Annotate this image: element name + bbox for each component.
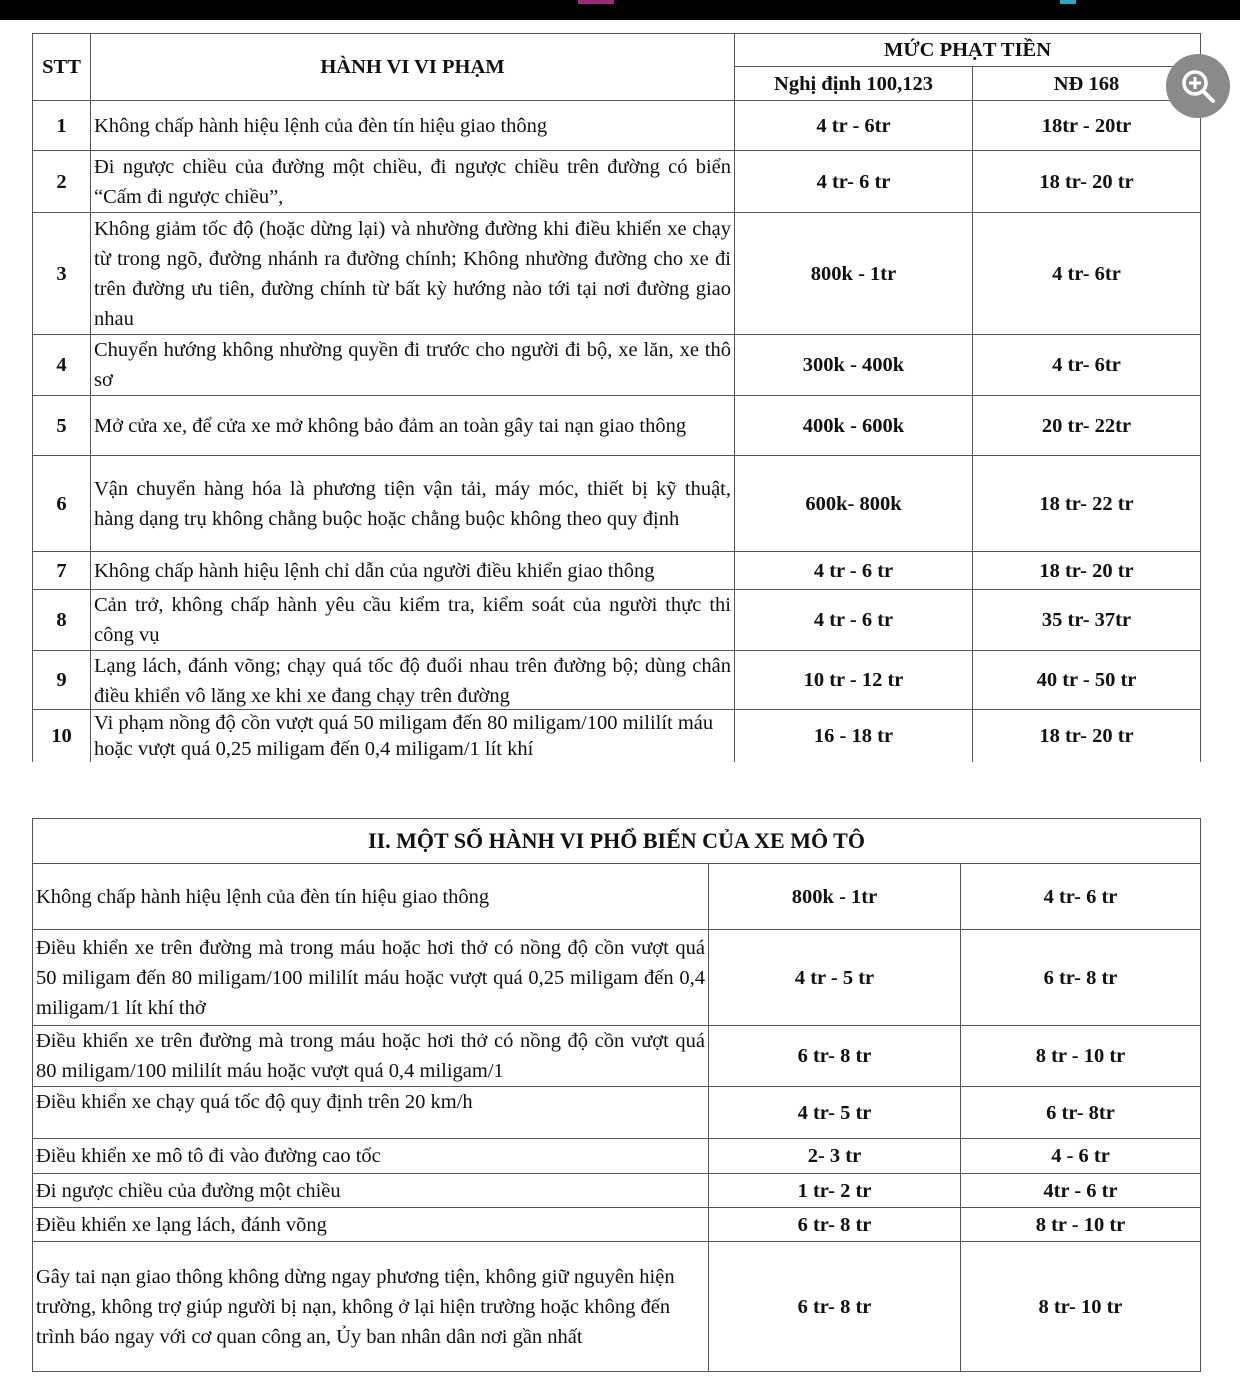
- fine-new: 4 tr- 6tr: [973, 335, 1201, 396]
- fine-new: 40 tr - 50 tr: [973, 651, 1201, 710]
- fine-new: 18 tr- 20 tr: [973, 710, 1201, 763]
- fine-old: 6 tr- 8 tr: [709, 1242, 961, 1372]
- violation-text: Đi ngược chiều của đường một chiều, đi ngược chiều trên đường có biển “Cấm đi ngược chiều”,: [91, 151, 735, 213]
- fine-new: 18 tr- 20 tr: [973, 151, 1201, 213]
- violation-text: Không giảm tốc độ (hoặc dừng lại) và nhường đường khi điều khiển xe chạy từ trong ngõ, đường nhánh ra đường chính; Không nhường đường cho xe đi trên đường ưu tiên, đường chính từ bất kỳ hướng nào tới tại nơi đường giao nhau: [91, 213, 735, 335]
- violation-cell: [33, 1026, 709, 1087]
- row-number: 8: [33, 590, 91, 651]
- fine-old: 4 tr - 6tr: [735, 101, 973, 151]
- table-row: [33, 1087, 1201, 1139]
- fine-old: 16 - 18 tr: [735, 710, 973, 763]
- table-row: [33, 864, 1201, 930]
- violation-text: Điều khiển xe chạy quá tốc độ quy định trên 20 km/h: [33, 1087, 709, 1139]
- violation-text: Đi ngược chiều của đường một chiều: [33, 1174, 709, 1208]
- table-header-row: [33, 34, 1201, 67]
- violation-text: Không chấp hành hiệu lệnh của đèn tín hiệu giao thông: [33, 864, 709, 930]
- table-row: [33, 151, 1201, 213]
- fine-new: 4tr - 6 tr: [961, 1174, 1201, 1208]
- fine-new: 8 tr - 10 tr: [961, 1026, 1201, 1087]
- violation-text: Vi phạm nồng độ cồn vượt quá 50 miligam đến 80 miligam/100 mililít máu hoặc vượt quá 0,25 miligam đến 0,4 miligam/1 lít khí: [94, 712, 714, 760]
- fine-new: 8 tr- 10 tr: [961, 1242, 1201, 1372]
- table-row: [33, 930, 1201, 1026]
- table-row: [33, 456, 1201, 552]
- header-decree-100-123: Nghị định 100,123: [735, 67, 973, 101]
- table-row: [33, 1026, 1201, 1087]
- violation-cell: [91, 710, 735, 763]
- violation-text: Lạng lách, đánh võng; chạy quá tốc độ đuổi nhau trên đường bộ; dùng chân điều khiển vô lăng xe khi xe đang chạy trên đường: [94, 655, 731, 707]
- violation-text: Mở cửa xe, để cửa xe mở không bảo đảm an toàn gây tai nạn giao thông: [91, 396, 735, 456]
- top-bar: [0, 0, 1240, 20]
- violation-text: Chuyển hướng không nhường quyền đi trước cho người đi bộ, xe lăn, xe thô sơ: [91, 335, 735, 396]
- violation-text: Gây tai nạn giao thông không dừng ngay phương tiện, không giữ nguyên hiện trường, không trợ giúp người bị nạn, không ở lại hiện trường hoặc không đến trình báo ngay với cơ quan công an, Ủy ban nhân dân nơi gần nhất: [33, 1242, 709, 1372]
- violation-text: Điều khiển xe trên đường mà trong máu hoặc hơi thở có nồng độ cồn vượt quá 80 miligam/100 mililít máu hoặc vượt quá 0,4 miligam/1: [36, 1030, 705, 1082]
- row-number: 7: [33, 552, 91, 590]
- row-number: 5: [33, 396, 91, 456]
- row-number: 10: [33, 710, 91, 763]
- section-title: II. MỘT SỐ HÀNH VI PHỔ BIẾN CỦA XE MÔ TÔ: [33, 819, 1201, 864]
- fine-old: 400k - 600k: [735, 396, 973, 456]
- fine-old: 2- 3 tr: [709, 1139, 961, 1174]
- fine-old: 800k - 1tr: [735, 213, 973, 335]
- table-row: [33, 1208, 1201, 1242]
- fine-old: 4 tr - 5 tr: [709, 930, 961, 1026]
- fine-old: 6 tr- 8 tr: [709, 1026, 961, 1087]
- violation-text: Không chấp hành hiệu lệnh của đèn tín hiệu giao thông: [91, 101, 735, 151]
- fine-old: 4 tr - 6 tr: [735, 590, 973, 651]
- fine-old: 10 tr - 12 tr: [735, 651, 973, 710]
- row-number: 9: [33, 651, 91, 710]
- table-row: [33, 101, 1201, 151]
- table-row: [33, 213, 1201, 335]
- table-row: [33, 590, 1201, 651]
- table-row: [33, 1139, 1201, 1174]
- fine-new: 35 tr- 37tr: [973, 590, 1201, 651]
- table-row: [33, 396, 1201, 456]
- fine-old: 4 tr- 5 tr: [709, 1087, 961, 1139]
- row-number: 1: [33, 101, 91, 151]
- table-row: [33, 710, 1201, 763]
- section-title-row: [33, 819, 1201, 864]
- top-bar-marker: [1060, 0, 1076, 4]
- row-number: 4: [33, 335, 91, 396]
- zoom-in-icon: [1180, 68, 1216, 104]
- fine-new: 8 tr - 10 tr: [961, 1208, 1201, 1242]
- violation-text: Không chấp hành hiệu lệnh chỉ dẫn của người điều khiển giao thông: [91, 552, 735, 590]
- violation-text: Điều khiển xe lạng lách, đánh võng: [33, 1208, 709, 1242]
- fine-new: 4 tr- 6 tr: [961, 864, 1201, 930]
- fine-old: 1 tr- 2 tr: [709, 1174, 961, 1208]
- violation-text: Vận chuyển hàng hóa là phương tiện vận tải, máy móc, thiết bị kỹ thuật, hàng dạng trụ không chằng buộc hoặc chằng buộc không theo quy định: [91, 456, 735, 552]
- fine-old: 600k- 800k: [735, 456, 973, 552]
- fine-old: 4 tr - 6 tr: [735, 552, 973, 590]
- violation-text: Điều khiển xe mô tô đi vào đường cao tốc: [33, 1139, 709, 1174]
- fine-new: 4 tr- 6tr: [973, 213, 1201, 335]
- fine-new: 4 - 6 tr: [961, 1139, 1201, 1174]
- table-row: [33, 651, 1201, 710]
- header-decree-168: NĐ 168: [973, 67, 1201, 101]
- row-number: 2: [33, 151, 91, 213]
- table-row: [33, 552, 1201, 590]
- violation-cell: [91, 651, 735, 710]
- violation-text: Điều khiển xe trên đường mà trong máu hoặc hơi thở có nồng độ cồn vượt quá 50 miligam đến 80 miligam/100 mililít máu hoặc vượt quá 0,25 miligam đến 0,4 miligam/1 lít khí thở: [33, 930, 709, 1026]
- fine-new: 20 tr- 22tr: [973, 396, 1201, 456]
- top-bar-marker: [578, 0, 614, 4]
- motorbike-fines-table: [32, 818, 1201, 1372]
- row-number: 3: [33, 213, 91, 335]
- header-behavior: HÀNH VI VI PHẠM: [91, 34, 735, 101]
- violation-text: Cản trở, không chấp hành yêu cầu kiểm tra, kiểm soát của người thực thi công vụ: [91, 590, 735, 651]
- fine-old: 800k - 1tr: [709, 864, 961, 930]
- fine-new: 6 tr- 8tr: [961, 1087, 1201, 1139]
- zoom-in-button[interactable]: [1166, 54, 1230, 118]
- fines-table: [32, 33, 1201, 762]
- fine-new: 18 tr- 22 tr: [973, 456, 1201, 552]
- fine-old: 4 tr- 6 tr: [735, 151, 973, 213]
- table-row: [33, 1174, 1201, 1208]
- fine-old: 300k - 400k: [735, 335, 973, 396]
- fine-new: 18tr - 20tr: [973, 101, 1201, 151]
- row-number: 6: [33, 456, 91, 552]
- fine-new: 18 tr- 20 tr: [973, 552, 1201, 590]
- fine-old: 6 tr- 8 tr: [709, 1208, 961, 1242]
- table-row: [33, 1242, 1201, 1372]
- header-stt: STT: [33, 34, 91, 101]
- header-fine-group: MỨC PHẠT TIỀN: [735, 34, 1201, 67]
- fine-new: 6 tr- 8 tr: [961, 930, 1201, 1026]
- table-row: [33, 335, 1201, 396]
